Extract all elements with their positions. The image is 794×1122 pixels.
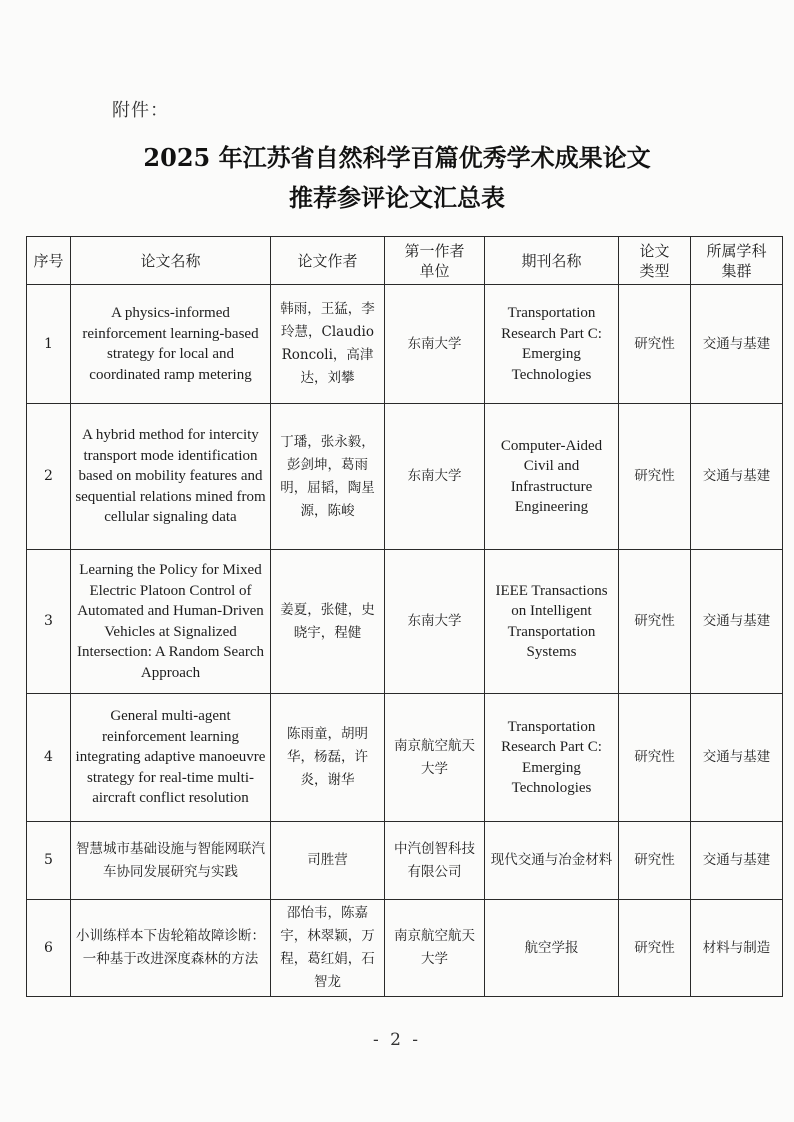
row-authors: 丁璠，张永毅，彭剑坤，葛雨明，屈韬，陶星源，陈峻 bbox=[271, 404, 385, 550]
table-header-row bbox=[27, 237, 783, 285]
header-field-cluster bbox=[691, 237, 783, 285]
header-paper-name: 论文名称 bbox=[71, 237, 271, 285]
row-field: 交通与基建 bbox=[691, 285, 783, 404]
header-unit-line1: 第一作者 bbox=[404, 241, 465, 260]
row-journal: Computer-Aided Civil and Infrastructure Engineering bbox=[485, 404, 619, 550]
header-type-line1: 论文 bbox=[639, 241, 670, 260]
row-type: 研究性 bbox=[619, 822, 691, 900]
header-authors: 论文作者 bbox=[271, 237, 385, 285]
row-no: 6 bbox=[27, 900, 71, 997]
row-type: 研究性 bbox=[619, 694, 691, 822]
row-paper-name: A hybrid method for intercity transport mode identification based on mobility features and sequential relations mined from cellular signaling data bbox=[71, 404, 271, 550]
header-field-line2: 集群 bbox=[721, 261, 752, 280]
row-field: 交通与基建 bbox=[691, 404, 783, 550]
table-row bbox=[27, 285, 783, 404]
row-paper-name: 小训练样本下齿轮箱故障诊断：一种基于改进深度森林的方法 bbox=[71, 900, 271, 997]
table-row bbox=[27, 822, 783, 900]
document-subtitle: 推荐参评论文汇总表 bbox=[289, 183, 505, 212]
row-paper-name: A physics-informed reinforcement learning-based strategy for local and coordinated ramp metering bbox=[71, 285, 271, 404]
row-no: 3 bbox=[27, 550, 71, 694]
row-no: 5 bbox=[27, 822, 71, 900]
row-unit: 南京航空航天大学 bbox=[385, 900, 485, 997]
row-no: 4 bbox=[27, 694, 71, 822]
header-first-author-unit bbox=[385, 237, 485, 285]
row-journal: Transportation Research Part C: Emerging Technologies bbox=[485, 285, 619, 404]
row-field: 交通与基建 bbox=[691, 822, 783, 900]
row-journal: 现代交通与冶金材料 bbox=[485, 822, 619, 900]
row-type: 研究性 bbox=[619, 900, 691, 997]
row-no: 1 bbox=[27, 285, 71, 404]
row-authors: 姜夏，张健，史晓宇，程健 bbox=[271, 550, 385, 694]
document-title: 2025 年江苏省自然科学百篇优秀学术成果论文 bbox=[143, 143, 651, 172]
row-authors: 韩雨，王猛，李玲慧，Claudio Roncoli，高津达，刘攀 bbox=[271, 285, 385, 404]
table-row bbox=[27, 404, 783, 550]
row-unit: 东南大学 bbox=[385, 550, 485, 694]
row-field: 材料与制造 bbox=[691, 900, 783, 997]
header-unit-line2: 单位 bbox=[419, 261, 450, 280]
row-unit: 东南大学 bbox=[385, 404, 485, 550]
row-paper-name: 智慧城市基础设施与智能网联汽车协同发展研究与实践 bbox=[71, 822, 271, 900]
row-journal: Transportation Research Part C: Emerging Technologies bbox=[485, 694, 619, 822]
paper-summary-table bbox=[26, 236, 783, 997]
row-unit: 中汽创智科技有限公司 bbox=[385, 822, 485, 900]
row-type: 研究性 bbox=[619, 550, 691, 694]
header-journal: 期刊名称 bbox=[485, 237, 619, 285]
row-type: 研究性 bbox=[619, 404, 691, 550]
row-type: 研究性 bbox=[619, 285, 691, 404]
header-type-line2: 类型 bbox=[639, 261, 670, 280]
row-unit: 东南大学 bbox=[385, 285, 485, 404]
row-authors: 陈雨童，胡明华，杨磊，许炎，谢华 bbox=[271, 694, 385, 822]
attachment-label: 附件： bbox=[112, 100, 169, 121]
row-field: 交通与基建 bbox=[691, 694, 783, 822]
table-row bbox=[27, 550, 783, 694]
table-row bbox=[27, 694, 783, 822]
header-field-line1: 所属学科 bbox=[706, 241, 767, 260]
header-paper-type bbox=[619, 237, 691, 285]
header-no: 序号 bbox=[27, 237, 71, 285]
row-field: 交通与基建 bbox=[691, 550, 783, 694]
row-authors: 邵怡韦，陈嘉宇，林翠颖，万程，葛红娟，石智龙 bbox=[271, 900, 385, 997]
table-row bbox=[27, 900, 783, 997]
row-journal: 航空学报 bbox=[485, 900, 619, 997]
row-paper-name: General multi-agent reinforcement learning integrating adaptive manoeuvre strategy for real-time multi-aircraft conflict resolution bbox=[71, 694, 271, 822]
row-no: 2 bbox=[27, 404, 71, 550]
row-unit: 南京航空航天大学 bbox=[385, 694, 485, 822]
row-paper-name: Learning the Policy for Mixed Electric Platoon Control of Automated and Human-Driven Vehicles at Signalized Intersection: A Random Search Approach bbox=[71, 550, 271, 694]
row-journal: IEEE Transactions on Intelligent Transportation Systems bbox=[485, 550, 619, 694]
page-number: - 2 - bbox=[372, 1030, 422, 1050]
row-authors: 司胜营 bbox=[271, 822, 385, 900]
